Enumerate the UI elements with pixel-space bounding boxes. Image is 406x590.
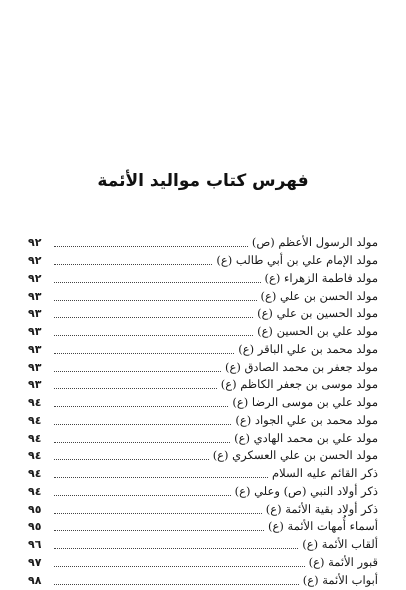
toc-dot-leader [54, 388, 217, 389]
toc-page-number: ٩٣ [28, 289, 42, 303]
toc-page-number: ٩٢ [28, 271, 42, 285]
toc-dot-leader [54, 566, 305, 567]
toc-page-number: ٩٣ [28, 360, 42, 374]
toc-entry [28, 465, 378, 483]
toc-page-number: ٩٧ [28, 555, 42, 569]
page-title: فهرس كتاب مواليد الأئمة [97, 171, 309, 191]
toc-entry-title: مولد جعفر بن محمد الصادق (ع) [224, 359, 378, 374]
toc-entry-title: مولد علي بن الحسين (ع) [257, 324, 378, 339]
toc-dot-leader [54, 424, 231, 425]
toc-entry-title: مولد محمد بن علي الجواد (ع) [235, 412, 378, 427]
toc-page-number: ٩٤ [28, 431, 42, 445]
toc-entry [28, 305, 378, 323]
toc-page-number: ٩٢ [28, 254, 42, 268]
toc-entry [28, 323, 378, 341]
toc-entry [28, 536, 378, 554]
toc-dot-leader [54, 477, 268, 478]
toc-entry-title: ذكر القائم عليه السلام [271, 466, 378, 481]
toc-entry [28, 394, 378, 412]
toc-entry [28, 270, 378, 288]
toc-entry [28, 554, 378, 572]
toc-entry-title: مولد محمد بن علي الباقر (ع) [238, 341, 378, 356]
toc-dot-leader [54, 495, 231, 496]
toc-entry-title: مولد فاطمة الزهراء (ع) [264, 270, 378, 285]
toc-entry-title: مولد علي بن محمد الهادي (ع) [234, 430, 378, 445]
toc-page-number: ٩٣ [28, 325, 42, 339]
toc-entry-title: ذكر أولاد النبي (ص) وعلي (ع) [234, 483, 378, 498]
toc-dot-leader [54, 371, 221, 372]
toc-page-number: ٩٤ [28, 413, 42, 427]
toc-entry-title: مولد الحسن بن علي العسكري (ع) [212, 448, 378, 463]
toc-dot-leader [54, 264, 212, 265]
toc-dot-leader [54, 317, 253, 318]
toc-entry-title: مولد الحسن بن علي (ع) [260, 288, 378, 303]
toc-dot-leader [54, 406, 228, 407]
toc-entry [28, 483, 378, 501]
toc-page-number: ٩٣ [28, 342, 42, 356]
toc-dot-leader [54, 246, 248, 247]
toc-entry-title: مولد الحسين بن علي (ع) [257, 306, 378, 321]
toc-entry [28, 341, 378, 359]
toc-page-number: ٩٤ [28, 449, 42, 463]
toc-page-number: ٩٢ [28, 236, 42, 250]
toc-dot-leader [54, 459, 209, 460]
toc-entry-title: أسماء أُمهات الأئمة (ع) [268, 519, 378, 534]
toc-entry-title: ذكر أولاد بقية الأئمة (ع) [265, 501, 378, 516]
toc-dot-leader [54, 513, 262, 514]
toc-page-number: ٩٥ [28, 520, 42, 534]
toc-entry [28, 358, 378, 376]
toc-dot-leader [54, 442, 230, 443]
toc-entry-title: قبور الأئمة (ع) [308, 554, 378, 569]
toc-entry [28, 447, 378, 465]
toc-dot-leader [54, 335, 253, 336]
toc-page-number: ٩٤ [28, 396, 42, 410]
toc-entry-title: مولد الرسول الأعظم (ص) [251, 235, 378, 250]
toc-entry [28, 500, 378, 518]
toc-dot-leader [54, 584, 299, 585]
toc-entry-title: مولد الإمام علي بن أبي طالب (ع) [216, 253, 378, 268]
toc-entry [28, 412, 378, 430]
toc-page-number: ٩٣ [28, 307, 42, 321]
toc-dot-leader [54, 282, 261, 283]
toc-dot-leader [54, 548, 298, 549]
toc-entry [28, 376, 378, 394]
toc-page-number: ٩٤ [28, 467, 42, 481]
toc-entry [28, 518, 378, 536]
toc-entry [28, 287, 378, 305]
toc-dot-leader [54, 530, 264, 531]
toc-entry [28, 571, 378, 589]
toc-entry-title: ألقاب الأئمة (ع) [302, 537, 378, 552]
toc-page-number: ٩٦ [28, 538, 42, 552]
toc-entry [28, 429, 378, 447]
toc-dot-leader [54, 353, 234, 354]
toc-page-number: ٩٨ [28, 573, 42, 587]
toc-entry [28, 252, 378, 270]
toc-dot-leader [54, 300, 257, 301]
table-of-contents [28, 234, 378, 589]
toc-entry-title: أبواب الأئمة (ع) [302, 572, 378, 587]
toc-entry-title: مولد موسى بن جعفر الكاظم (ع) [220, 377, 378, 392]
toc-page-number: ٩٤ [28, 484, 42, 498]
toc-entry [28, 234, 378, 252]
toc-page-number: ٩٣ [28, 378, 42, 392]
toc-page-number: ٩٥ [28, 502, 42, 516]
toc-entry-title: مولد علي بن موسى الرضا (ع) [232, 395, 378, 410]
